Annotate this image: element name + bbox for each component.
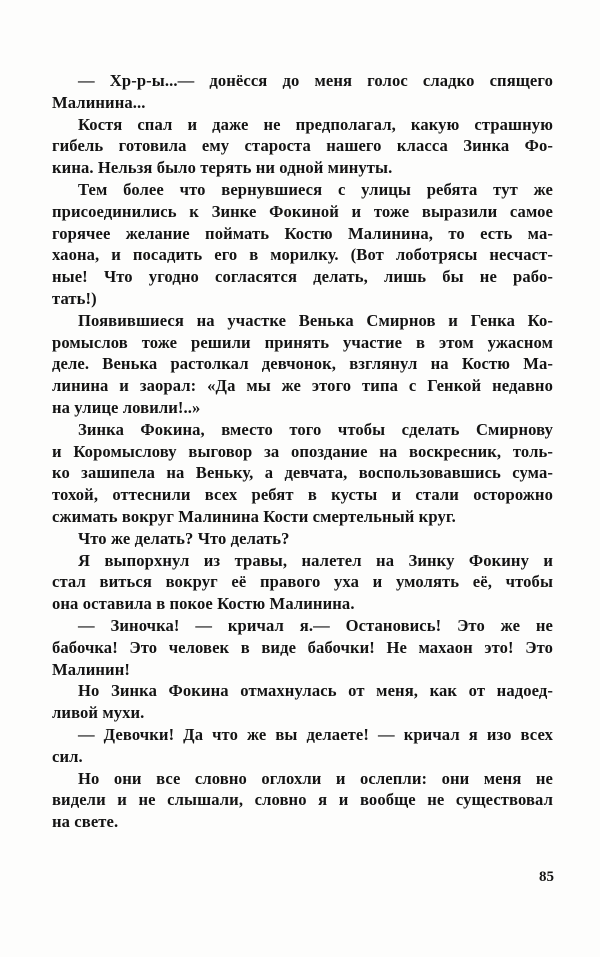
text-line: сил. (52, 746, 83, 766)
text-line: тохой, оттеснили всех ребят в кусты и стали осторожно (52, 485, 553, 505)
page-number: 85 (539, 869, 554, 885)
text-line: тать!) (52, 288, 97, 308)
text-line: ные! Что угодно согласятся делать, лишь бы не рабо- (52, 267, 553, 287)
text-line: и Коромыслову выговор за опоздание на воскресник, толь- (52, 441, 553, 461)
text-line: хаона, и посадить его в морилку. (Вот лоботрясы несчаст- (52, 245, 553, 265)
text-line: Тем более что вернувшиеся с улицы ребята тут же (78, 179, 553, 199)
text-line: — Девочки! Да что же вы делаете! — кричал я изо всех (78, 724, 553, 744)
text-line: Что же делать? Что делать? (78, 528, 290, 548)
text-line: кина. Нельзя было терять ни одной минуты. (52, 158, 393, 178)
text-line: на свете. (52, 812, 119, 832)
text-line: она оставила в покое Костю Малинина. (52, 594, 355, 614)
text-line: присоединились к Зинке Фокиной и тоже выразили самое (52, 201, 553, 221)
text-line: деле. Венька растолкал девчонок, взглянул на Костю Ма- (52, 354, 553, 374)
text-line: видели и не слышали, словно я и вообще не существовал (52, 790, 553, 810)
text-line: на улице ловили!..» (52, 397, 201, 417)
text-line: стал виться вокруг её правого уха и умолять её, чтобы (52, 572, 553, 592)
text-line: сжимать вокруг Малинина Кости смертельный круг. (52, 506, 456, 526)
text-line: Но Зинка Фокина отмахнулась от меня, как от надоед- (78, 681, 553, 701)
body-text (52, 70, 553, 833)
text-line: линина и заорал: «Да мы же этого типа с Генкой недавно (52, 376, 553, 396)
text-line: ливой мухи. (52, 703, 145, 723)
text-line: — Зиночка! — кричал я.— Остановись! Это же не (78, 615, 553, 635)
text-line: Зинка Фокина, вместо того чтобы сделать Смирнову (78, 419, 553, 439)
text-line: ромыслов тоже решили принять участие в этом ужасном (52, 332, 553, 352)
text-line: горячее желание поймать Костю Малинина, то есть ма- (52, 223, 553, 243)
text-line: Малинина... (52, 92, 146, 112)
text-line: гибель готовила ему староста нашего класса Зинка Фо- (52, 136, 553, 156)
text-line: Но они все словно оглохли и ослепли: они меня не (78, 768, 553, 788)
text-line: бабочка! Это человек в виде бабочки! Не махаон это! Это (52, 637, 553, 657)
text-line: Малинин! (52, 659, 130, 679)
text-line: Я выпорхнул из травы, налетел на Зинку Фокину и (78, 550, 553, 570)
text-line: ко зашипела на Веньку, а девчата, воспользовавшись сума- (52, 463, 553, 483)
text-line: — Хр-р-ы...— донёсся до меня голос сладко спящего (78, 71, 553, 90)
text-line: Появившиеся на участке Венька Смирнов и Генка Ко- (78, 310, 553, 330)
text-line: Костя спал и даже не предполагал, какую страшную (78, 114, 553, 134)
